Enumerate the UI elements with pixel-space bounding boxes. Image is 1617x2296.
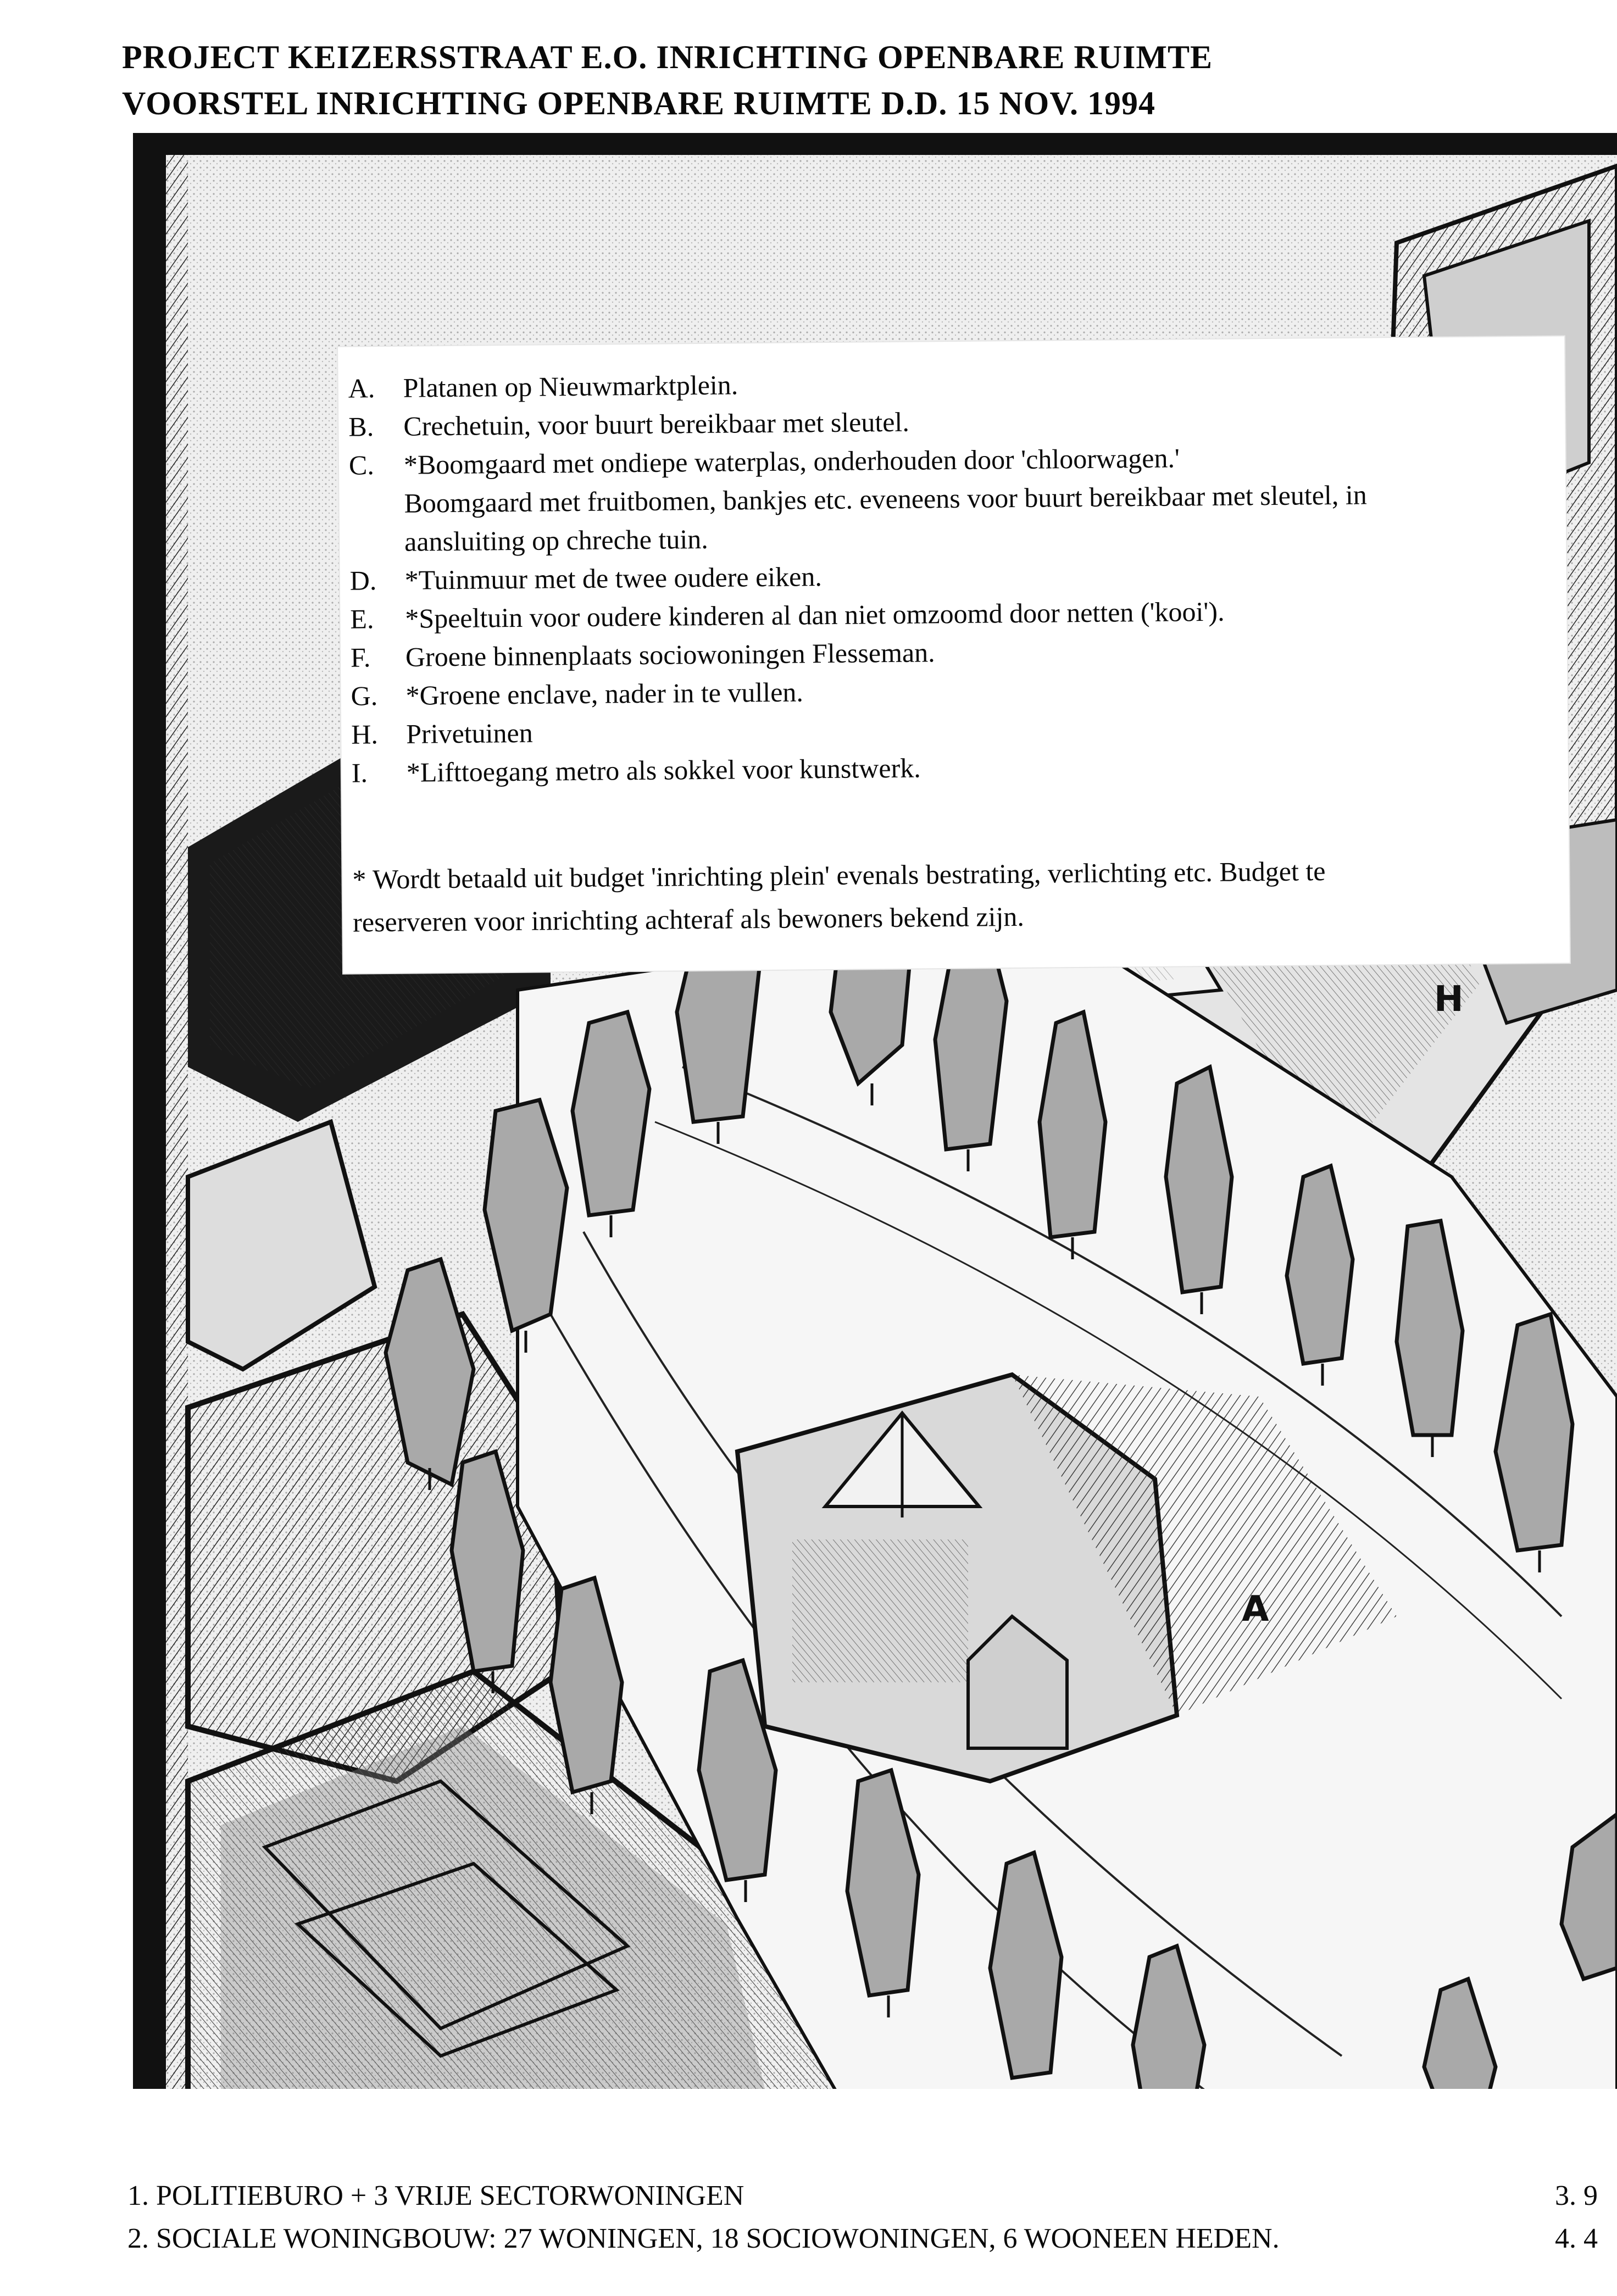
document-header (122, 34, 1496, 126)
legend-item: B. Crechetuin, voor buurt bereikbaar met sleutel. (348, 406, 910, 442)
footer-right-line-1: 3. 9 (1555, 2180, 1598, 2211)
footer-line-1: 1. POLITIEBURO + 3 VRIJE SECTORWONINGEN (127, 2180, 744, 2211)
legend-item: H. Privetuinen (351, 717, 533, 750)
site-plan-drawing (133, 133, 1617, 2111)
footer-right-column (1555, 2175, 1617, 2260)
legend-footnote: * Wordt betaald uit budget 'inrichting plein' evenals bestrating, verlichting etc. Budget te reserveren voor inrichting achteraf als bewoners bekend zijn. (352, 855, 1326, 938)
left-frame-border (133, 133, 166, 2111)
legend-item-continuation: Boomgaard met fruitbomen, bankjes etc. eveneens voor buurt bereikbaar met sleutel, in (404, 479, 1367, 519)
top-frame-border (133, 133, 1617, 155)
legend-item: G. *Groene enclave, nader in te vullen. (351, 676, 804, 711)
document-footer (127, 2175, 1501, 2260)
legend-item: A. Platanen op Nieuwmarktplein. (348, 369, 738, 404)
header-title-line-1: PROJECT KEIZERSSTRAAT E.O. INRICHTING OPENBARE RUIMTE (122, 39, 1213, 75)
map-label-a: A (1242, 1589, 1269, 1630)
footer-line-2: 2. SOCIALE WONINGBOUW: 27 WONINGEN, 18 SOCIOWONINGEN, 6 WOONEEN HEDEN. (127, 2223, 1280, 2254)
footer-right-line-2: 4. 4 (1555, 2223, 1598, 2254)
map-label-h: H (1434, 979, 1464, 1020)
legend-item: D. *Tuinmuur met de twee oudere eiken. (349, 561, 823, 596)
legend-item-continuation: aansluiting op chreche tuin. (404, 523, 709, 557)
legend-list (348, 358, 1560, 792)
legend-item: C. *Boomgaard met ondiepe waterplas, onderhouden door 'chloorwagen.' (348, 442, 1180, 481)
legend-item: E. *Speeltuin voor oudere kinderen al dan niet omzoomd door netten ('kooi'). (350, 596, 1225, 635)
legend-item: I. *Lifttoegang metro als sokkel voor kunstwerk. (351, 752, 921, 788)
legend-item: F. Groene binnenplaats sociowoningen Flesseman. (350, 637, 935, 673)
legend-box (338, 336, 1570, 973)
header-title-line-2: VOORSTEL INRICHTING OPENBARE RUIMTE D.D. 15 NOV. 1994 (122, 85, 1155, 121)
